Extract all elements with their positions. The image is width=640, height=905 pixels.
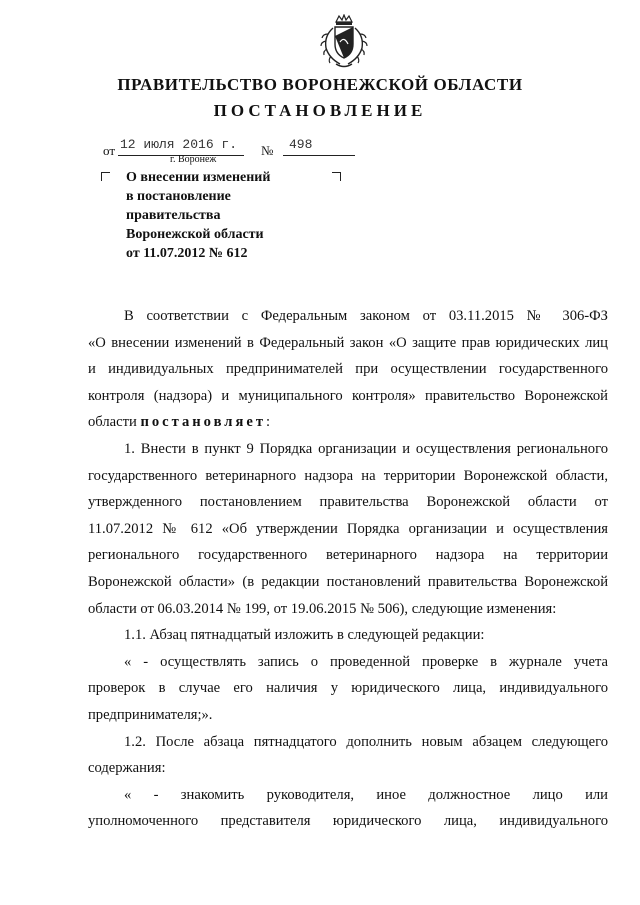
body-line: « - осуществлять запись о проведенной проверке в журнале учета <box>124 653 608 670</box>
body-line: 1.1. Абзац пятнадцатый изложить в следующей редакции: <box>124 627 485 644</box>
body-line: 1. Внести в пункт 9 Порядка организации и осуществления регионального <box>124 440 608 457</box>
body-line: « - знакомить руководителя, иное должностное лицо или <box>124 786 608 803</box>
document-subject <box>126 168 270 263</box>
body-line: области <box>88 414 141 431</box>
resolves-word: постановляет <box>140 414 267 431</box>
document-date: 12 июля 2016 г. <box>118 137 244 156</box>
body-line: 11.07.2012 № 612 «Об утверждении Порядка организации и осуществления <box>88 520 608 537</box>
body-line: области от 06.03.2014 № 199, от 19.06.2015 № 506), следующие изменения: <box>88 600 557 617</box>
body-line: предпринимателя;». <box>88 706 213 723</box>
body-line: регионального государственного ветеринарного надзора на территории <box>88 547 608 564</box>
government-title: ПРАВИТЕЛЬСТВО ВОРОНЕЖСКОЙ ОБЛАСТИ <box>117 75 523 94</box>
body-line: 1.2. После абзаца пятнадцатого дополнить новым абзацем следующего <box>124 733 608 750</box>
subject-line: правительства <box>126 208 221 223</box>
subject-line: О внесении изменений <box>126 170 271 185</box>
body-line: содержания: <box>88 760 166 777</box>
document-body <box>88 303 608 835</box>
subject-line: в постановление <box>126 189 231 204</box>
resolves-colon: : <box>266 414 271 431</box>
subject-line: от 11.07.2012 № 612 <box>126 246 248 261</box>
body-line-resolves <box>88 409 608 436</box>
body-line: «О внесении изменений в Федеральный закон «О защите прав юридических лиц <box>88 334 608 351</box>
body-line: государственного ветеринарного надзора на территории Воронежской области, <box>88 467 608 484</box>
body-line: В соответствии с Федеральным законом от 03.11.2015 № 306-ФЗ <box>124 308 608 324</box>
document-city: г. Воронеж <box>170 154 217 165</box>
body-line: уполномоченного представителя юридического лица, индивидуального <box>88 813 608 830</box>
body-line: проверок в случае его наличия у юридического лица, индивидуального <box>88 680 608 697</box>
coat-of-arms-emblem <box>318 14 370 70</box>
body-line: утвержденного постановлением правительства Воронежской области от <box>88 494 608 511</box>
number-prefix: № <box>261 143 274 158</box>
body-line: контроля (надзора) и муниципального контроля» правительство Воронежской <box>88 387 608 404</box>
subject-bracket-left <box>101 172 110 181</box>
date-prefix: от <box>103 143 116 158</box>
subject-bracket-right <box>332 172 341 181</box>
body-line: и индивидуальных предпринимателей при осуществлении государственного <box>88 361 608 378</box>
document-number: 498 <box>283 137 355 156</box>
subject-line: Воронежской области <box>126 227 264 242</box>
document-type: ПОСТАНОВЛЕНИЕ <box>213 101 427 120</box>
body-line: Воронежской области» (в редакции постановлений правительства Воронежской <box>88 573 608 590</box>
